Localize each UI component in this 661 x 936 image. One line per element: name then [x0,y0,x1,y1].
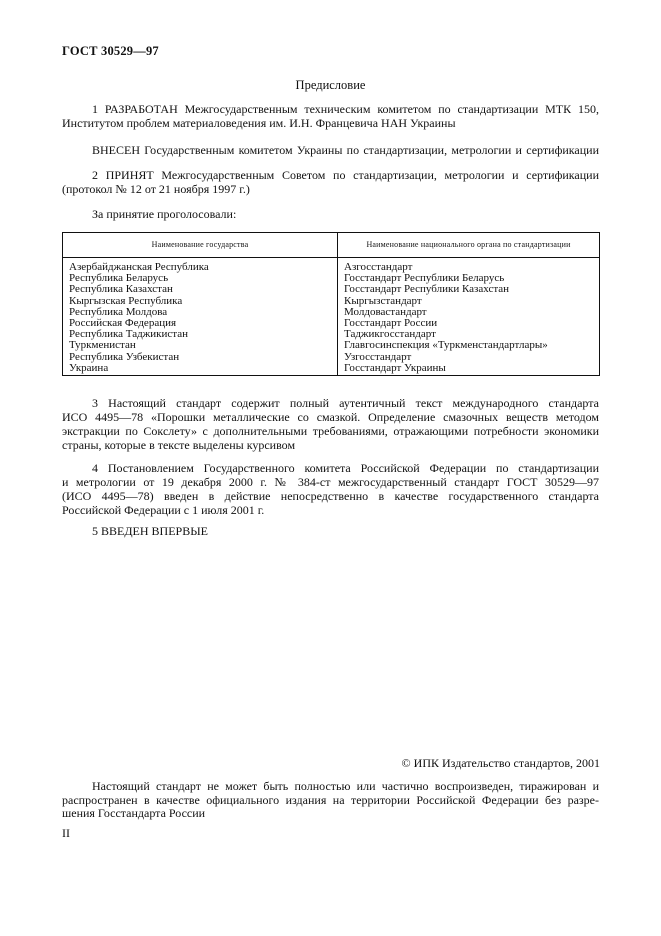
state-name-cell: Республика Молдова [63,307,338,318]
standards-body-cell: Молдовастандарт [338,307,600,318]
reproduction-notice-line-3: шения Госстандарта России [62,806,206,820]
copyright-notice: © ИПК Издательство стандартов, 2001 [401,756,600,770]
reproduction-notice [62,780,599,821]
standards-body-cell: Госстандарт Украины [338,363,600,376]
item-developed-line-1: 1 РАЗРАБОТАН Межгосударственным техническим комитетом по стандартизации МТК 150, [92,102,599,116]
state-name-cell: Республика Казахстан [63,284,338,295]
state-name-cell: Республика Беларусь [63,273,338,284]
item-content [62,396,599,452]
table-header-body: Наименование национального органа по стандартизации [338,233,600,258]
item-adopted [62,168,599,196]
item-decree-line-3: (ИСО 4495—78) введен в действие непосредственно в качестве государственного стандарта [62,489,599,503]
item-developed-line-2: Институтом проблем материаловедения им. И.Н. Францевича НАН Украины [62,116,456,130]
item-adopted-line-1: 2 ПРИНЯТ Межгосударственным Советом по стандартизации, метрологии и сертификации [92,168,599,182]
table-row [63,340,600,351]
standards-body-cell: Азгосстандарт [338,258,600,274]
table-row [63,284,600,295]
table-header-row [63,233,600,258]
item-content-line-2: ИСО 4495—78 «Порошки металлические со смазкой. Определение смазочных веществ методом [62,410,599,424]
item-decree-line-4: Российской Федерации с 1 июля 2001 г. [62,503,265,517]
item-first-time [62,524,599,538]
state-name-cell: Туркменистан [63,340,338,351]
item-content-line-1: 3 Настоящий стандарт содержит полный аутентичный текст международного стандарта [92,396,599,410]
standards-body-cell: Госстандарт России [338,318,600,329]
state-name-cell: Республика Узбекистан [63,352,338,363]
item-decree-line-1: 4 Постановлением Государственного комитета Российской Федерации по стандартизации [92,461,599,475]
state-name-cell: Республика Таджикистан [63,329,338,340]
standard-code: ГОСТ 30529—97 [62,44,159,58]
standards-body-cell: Таджикгосстандарт [338,329,600,340]
item-first-time-text: 5 ВВЕДЕН ВПЕРВЫЕ [92,524,208,538]
item-adopted-line-2: (протокол № 12 от 21 ноября 1997 г.) [62,182,250,196]
state-name-cell: Украина [63,363,338,376]
voted-intro [62,207,599,221]
reproduction-notice-line-2: распространен в качестве официального издания на территории Российской Федерации без разре- [62,792,599,807]
item-developed [62,102,599,130]
standards-body-cell: Кыргызстандарт [338,296,600,307]
standards-body-cell: Главгосинспекция «Туркменстандартлары» [338,340,600,351]
standards-body-cell: Узгосстандарт [338,352,600,363]
table-row [63,258,600,274]
standards-body-cell: Госстандарт Республики Беларусь [338,273,600,284]
item-introduced-line-1: ВНЕСЕН Государственным комитетом Украины по стандартизации, метрологии и сертификации [92,143,599,157]
item-decree-line-2: и метрологии от 19 декабря 2000 г. № 384-ст межгосударственный стандарт ГОСТ 30529—97 [62,475,599,489]
voted-intro-text: За принятие проголосовали: [92,207,237,221]
foreword-title: Предисловие [295,78,366,92]
voting-table [62,232,600,376]
table-body [63,258,600,376]
reproduction-notice-line-1: Настоящий стандарт не может быть полностью или частично воспроизведен, тиражирован и [92,779,599,793]
item-decree [62,461,599,517]
item-content-line-4: страны, которые в тексте выделены курсивом [62,438,296,452]
standards-body-cell: Госстандарт Республики Казахстан [338,284,600,295]
table-row [63,352,600,363]
table-row [63,363,600,376]
state-name-cell: Российская Федерация [63,318,338,329]
table-header-state: Наименование государства [63,233,338,258]
state-name-cell: Кыргызская Республика [63,296,338,307]
state-name-cell: Азербайджанская Республика [63,258,338,274]
item-content-line-3: экстракции по Сокслету» с дополнительными требованиями, отражающими потребности экономики [62,424,599,438]
page-number: II [62,826,70,840]
item-introduced [62,143,599,157]
